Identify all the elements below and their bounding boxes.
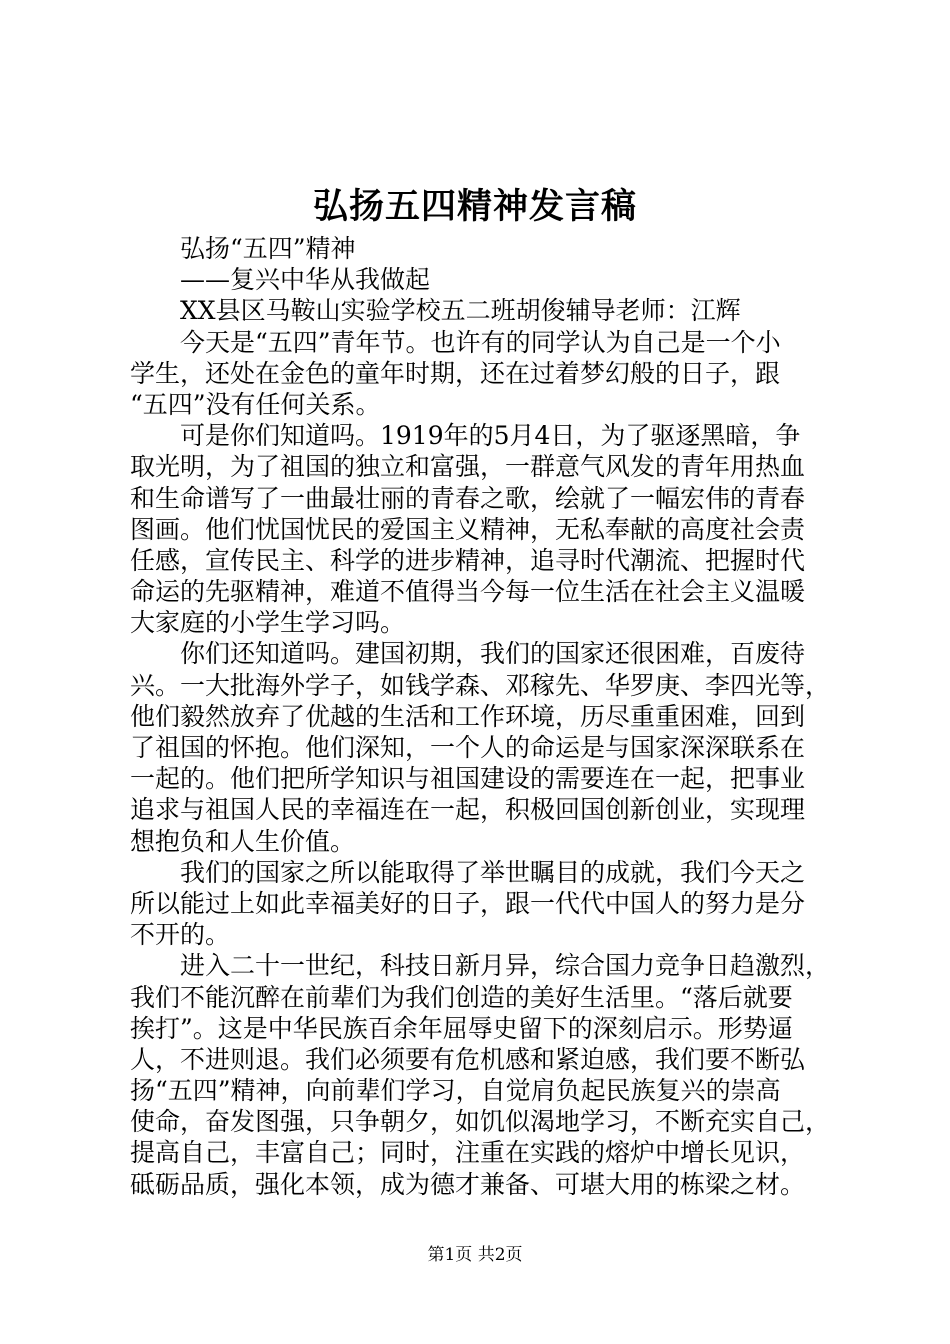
paragraph-line: 他们毅然放弃了优越的生活和工作环境，历尽重重困难，回到 xyxy=(130,701,806,731)
paragraph-line: 你们还知道吗。建国初期，我们的国家还很困难，百废待 xyxy=(180,639,806,669)
paragraph-line: 进入二十一世纪，科技日新月异，综合国力竞争日趋激烈， xyxy=(180,951,831,981)
paragraph-line: 大家庭的小学生学习吗。 xyxy=(130,608,406,638)
page-number-footer: 第1页 共2页 xyxy=(427,1245,523,1265)
subtitle-line: ——复兴中华从我做起 xyxy=(180,265,431,295)
paragraph-line: “五四”没有任何关系。 xyxy=(130,389,381,419)
paragraph-line: 不开的。 xyxy=(130,920,231,950)
paragraph-line: 使命，奋发图强，只争朝夕，如饥似渴地学习，不断充实自己， xyxy=(130,1107,831,1137)
paragraph-line: 追求与祖国人民的幸福连在一起，积极回国创新创业，实现理 xyxy=(130,795,806,825)
paragraph-line: 砥砺品质，强化本领，成为德才兼备、可堪大用的栋梁之材。 xyxy=(130,1169,806,1199)
paragraph-line: 挨打”。这是中华民族百余年屈辱史留下的深刻启示。形势逼 xyxy=(130,1013,793,1043)
paragraph-line: 了祖国的怀抱。他们深知，一个人的命运是与国家深深联系在 xyxy=(130,733,806,762)
paragraph-line: 和生命谱写了一曲最壮丽的青春之歌，绘就了一幅宏伟的青春 xyxy=(130,483,806,513)
paragraph-line: 任感，宣传民主、科学的进步精神，追寻时代潮流、把握时代 xyxy=(130,545,806,575)
author-line: XX县区马鞍山实验学校五二班胡俊辅导老师：江辉 xyxy=(180,296,741,326)
paragraph-line: 我们的国家之所以能取得了举世瞩目的成就，我们今天之 xyxy=(180,857,806,887)
paragraph-line: 我们不能沉醉在前辈们为我们创造的美好生活里。“落后就要 xyxy=(130,982,793,1012)
subtitle-line: 弘扬“五四”精神 xyxy=(180,234,356,263)
paragraph-line: 想抱负和人生价值。 xyxy=(130,826,356,856)
paragraph-line: 所以能过上如此幸福美好的日子，跟一代代中国人的努力是分 xyxy=(130,888,806,918)
paragraph-line: 兴。一大批海外学子，如钱学森、邓稼先、华罗庚、李四光等， xyxy=(130,670,831,700)
document-title: 弘扬五四精神发言稿 xyxy=(312,186,637,227)
paragraph-line: 扬“五四”精神，向前辈们学习，自觉肩负起民族复兴的崇高 xyxy=(130,1076,781,1106)
document-body xyxy=(130,233,830,1200)
paragraph-line: 学生，还处在金色的童年时期，还在过着梦幻般的日子，跟 xyxy=(130,358,781,388)
paragraph-line: 可是你们知道吗。1919年的5月4日，为了驱逐黑暗，争 xyxy=(180,421,801,451)
paragraph-line: 人，不进则退。我们必须要有危机感和紧迫感，我们要不断弘 xyxy=(130,1044,806,1074)
paragraph-line: 命运的先驱精神，难道不值得当今每一位生活在社会主义温暖 xyxy=(130,577,806,607)
paragraph-line: 提高自己，丰富自己；同时，注重在实践的熔炉中增长见识， xyxy=(130,1138,806,1168)
paragraph-line: 取光明，为了祖国的独立和富强，一群意气风发的青年用热血 xyxy=(130,452,806,482)
paragraph-line: 一起的。他们把所学知识与祖国建设的需要连在一起，把事业 xyxy=(130,764,806,794)
paragraph-line: 今天是“五四”青年节。也许有的同学认为自己是一个小 xyxy=(180,327,781,357)
paragraph-line: 图画。他们忧国忧民的爱国主义精神，无私奉献的高度社会责 xyxy=(130,514,806,544)
